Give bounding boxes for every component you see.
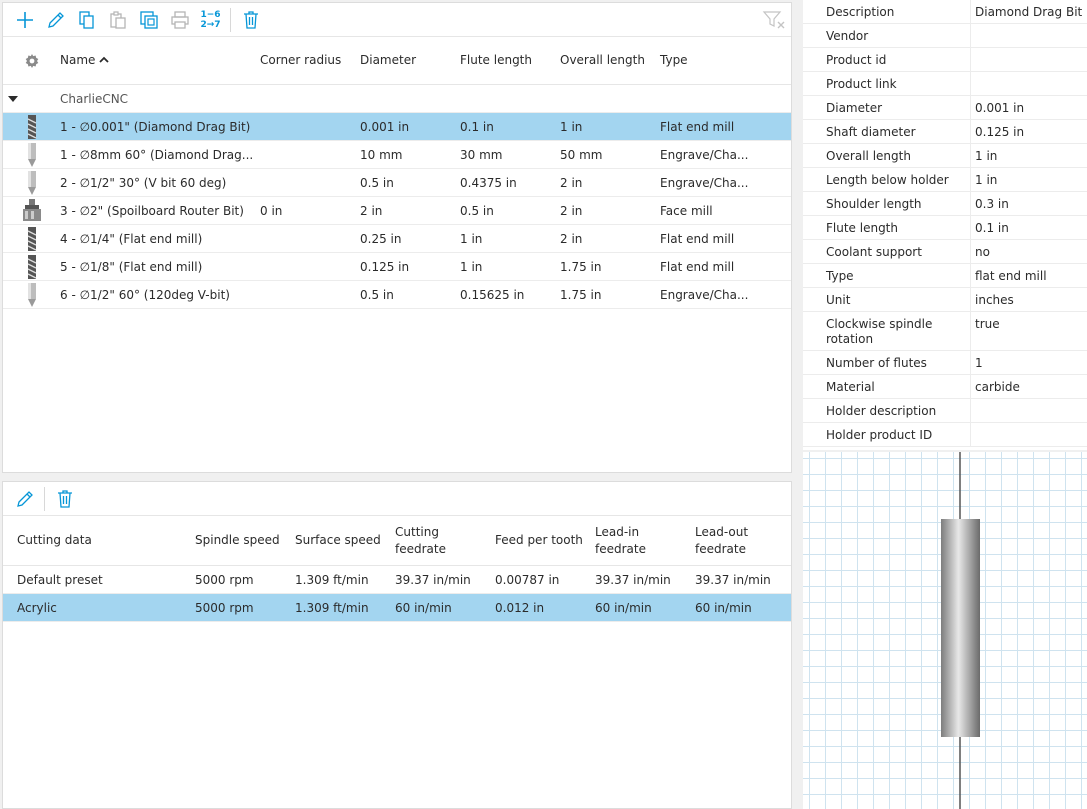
property-value: 0.3 in [975, 197, 1009, 211]
feed-per-tooth: 0.00787 in [495, 572, 560, 587]
header-cutting-feedrate-line2: feedrate [395, 541, 446, 556]
group-label: CharlieCNC [60, 91, 129, 106]
property-value: 1 in [975, 149, 998, 163]
tool-name: 3 - ∅2" (Spoilboard Router Bit) [60, 203, 244, 218]
property-row[interactable] [803, 288, 1087, 312]
tool-flute-length: 0.1 in [460, 119, 494, 134]
property-row[interactable] [803, 240, 1087, 264]
property-key: Description [803, 0, 971, 23]
feed-per-tooth: 0.012 in [495, 600, 545, 615]
tool-library-panel [2, 2, 792, 473]
property-key: Holder product ID [803, 423, 971, 446]
face-mill-icon [3, 199, 60, 223]
flat-mill-icon [3, 227, 60, 251]
tool-type: Engrave/Cha... [660, 175, 749, 190]
tool-flute-length: 0.15625 in [460, 287, 525, 302]
tool-corner-radius: 0 in [260, 203, 283, 218]
tool-type: Face mill [660, 203, 713, 218]
property-key: Material [803, 375, 971, 398]
tool-name: 4 - ∅1/4" (Flat end mill) [60, 231, 203, 246]
tool-flute-length: 1 in [460, 231, 483, 246]
property-key: Type [803, 264, 971, 287]
flat-mill-icon [3, 115, 60, 139]
tool-diameter: 0.125 in [360, 259, 410, 274]
table-row[interactable] [3, 281, 791, 309]
header-cutting-feedrate[interactable] [395, 524, 495, 558]
property-row[interactable] [803, 24, 1087, 48]
surface-speed: 1.309 ft/min [295, 572, 369, 587]
header-corner-radius[interactable]: Corner radius [260, 53, 342, 67]
header-spindle-speed[interactable]: Spindle speed [195, 533, 280, 547]
collapse-icon[interactable] [3, 92, 60, 106]
header-name-label: Name [60, 53, 96, 67]
table-row[interactable] [3, 113, 791, 141]
property-value: 0.1 in [975, 221, 1009, 235]
header-cutting-feedrate-line1: Cutting [395, 524, 439, 539]
cutting-data-panel [2, 481, 792, 809]
property-key: Length below holder [803, 168, 971, 191]
table-row[interactable] [3, 169, 791, 197]
table-row[interactable] [3, 594, 791, 622]
property-value: 0.125 in [975, 125, 1025, 139]
table-row[interactable] [3, 225, 791, 253]
header-diameter[interactable]: Diameter [360, 53, 417, 67]
column-settings-icon[interactable] [3, 53, 60, 69]
property-row[interactable] [803, 264, 1087, 288]
engrave-icon [3, 171, 60, 195]
tool-diameter: 10 mm [360, 147, 403, 162]
tool-overall-length: 50 mm [560, 147, 603, 162]
property-row[interactable] [803, 312, 1087, 351]
table-row[interactable] [3, 566, 791, 594]
delete-icon[interactable] [49, 484, 80, 514]
tool-preview-image [803, 452, 1087, 809]
cutting-feedrate: 60 in/min [395, 600, 452, 615]
tool-diameter: 0.001 in [360, 119, 410, 134]
tool-flute-length: 0.4375 in [460, 175, 517, 190]
renumber-icon[interactable] [195, 5, 226, 35]
tool-type: Flat end mill [660, 231, 735, 246]
header-feed-per-tooth[interactable]: Feed per tooth [495, 533, 583, 547]
property-row[interactable] [803, 192, 1087, 216]
property-row[interactable] [803, 375, 1087, 399]
tool-type: Engrave/Cha... [660, 287, 749, 302]
property-key: Vendor [803, 24, 971, 47]
delete-icon[interactable] [235, 5, 266, 35]
tool-overall-length: 1 in [560, 119, 583, 134]
header-leadin-line1: Lead-in [595, 524, 640, 539]
add-icon[interactable] [9, 5, 40, 35]
header-leadin-feedrate[interactable] [595, 524, 695, 558]
property-key: Product link [803, 72, 971, 95]
header-leadout-line2: feedrate [695, 541, 746, 556]
spindle-speed: 5000 rpm [195, 600, 254, 615]
sort-ascending-icon [99, 53, 109, 67]
tool-overall-length: 1.75 in [560, 287, 602, 302]
tool-diameter: 0.5 in [360, 175, 394, 190]
leadout-feedrate: 60 in/min [695, 600, 752, 615]
property-value [971, 399, 1087, 422]
table-row[interactable] [3, 197, 791, 225]
header-cutting-data[interactable]: Cutting data [17, 533, 92, 547]
tools-table-body [3, 113, 791, 309]
property-row[interactable] [803, 399, 1087, 423]
surface-speed: 1.309 ft/min [295, 600, 369, 615]
properties-list [803, 0, 1087, 447]
header-overall-length[interactable]: Overall length [560, 53, 645, 67]
renumber-bottom: 2→7 [200, 19, 221, 30]
property-value: 1 in [975, 173, 998, 187]
engrave-icon [3, 283, 60, 307]
flat-mill-icon [3, 255, 60, 279]
tool-flute-length: 1 in [460, 259, 483, 274]
copy-icon[interactable] [71, 5, 102, 35]
tool-overall-length: 1.75 in [560, 259, 602, 274]
header-leadout-line1: Lead-out [695, 524, 749, 539]
header-type[interactable]: Type [660, 53, 688, 67]
header-leadin-line2: feedrate [595, 541, 646, 556]
tool-name: 1 - ∅8mm 60° (Diamond Drag... [60, 147, 254, 162]
property-row[interactable] [803, 48, 1087, 72]
property-row[interactable] [803, 216, 1087, 240]
tool-type: Flat end mill [660, 259, 735, 274]
cutting-table-header [3, 516, 791, 566]
group-row[interactable] [3, 85, 791, 113]
property-key: Overall length [803, 144, 971, 167]
cutting-feedrate: 39.37 in/min [395, 572, 471, 587]
tool-overall-length: 2 in [560, 203, 583, 218]
property-key: Number of flutes [803, 351, 971, 374]
tool-flute-length: 30 mm [460, 147, 503, 162]
property-value: no [975, 245, 990, 259]
property-value [971, 24, 1087, 47]
tool-overall-length: 2 in [560, 231, 583, 246]
header-flute-length[interactable]: Flute length [460, 53, 532, 67]
tools-table-header [3, 37, 791, 85]
header-name[interactable] [60, 52, 260, 69]
property-key: Diameter [803, 96, 971, 119]
tool-name: 2 - ∅1/2" 30° (V bit 60 deg) [60, 175, 227, 190]
table-row[interactable] [3, 141, 791, 169]
cutting-table-body [3, 566, 791, 622]
property-key: Holder description [803, 399, 971, 422]
property-value: carbide [975, 380, 1020, 394]
property-key: Clockwise spindle rotation [803, 312, 971, 350]
cutting-toolbar [3, 482, 791, 516]
tool-name: 5 - ∅1/8" (Flat end mill) [60, 259, 203, 274]
tool-name: 1 - ∅0.001" (Diamond Drag Bit) [60, 119, 251, 134]
tool-diameter: 0.5 in [360, 287, 394, 302]
preset-name: Default preset [17, 572, 103, 587]
print-icon[interactable] [164, 5, 195, 35]
edit-icon[interactable] [9, 484, 40, 514]
property-row[interactable] [803, 423, 1087, 447]
duplicate-icon[interactable] [133, 5, 164, 35]
leadin-feedrate: 60 in/min [595, 600, 652, 615]
header-leadout-feedrate[interactable] [695, 524, 785, 558]
property-value: flat end mill [975, 269, 1047, 283]
property-key: Shaft diameter [803, 120, 971, 143]
property-value: 0.001 in [975, 101, 1025, 115]
preset-name: Acrylic [17, 600, 57, 615]
header-surface-speed[interactable]: Surface speed [295, 533, 381, 547]
tool-name: 6 - ∅1/2" 60° (120deg V-bit) [60, 287, 230, 302]
property-key: Unit [803, 288, 971, 311]
toolbar-separator [44, 487, 45, 511]
toolbar-separator [230, 8, 231, 32]
tool-diameter: 0.25 in [360, 231, 402, 246]
property-value: 1 [975, 356, 983, 370]
tool-type: Flat end mill [660, 119, 735, 134]
property-row[interactable] [803, 351, 1087, 375]
property-value: inches [975, 293, 1014, 307]
tool-type: Engrave/Cha... [660, 147, 749, 162]
spindle-speed: 5000 rpm [195, 572, 254, 587]
property-key: Coolant support [803, 240, 971, 263]
property-row[interactable] [803, 120, 1087, 144]
property-row[interactable] [803, 0, 1087, 24]
property-row[interactable] [803, 168, 1087, 192]
property-value [971, 48, 1087, 71]
property-value [971, 72, 1087, 95]
table-row[interactable] [3, 253, 791, 281]
leadout-feedrate: 39.37 in/min [695, 572, 771, 587]
tool-overall-length: 2 in [560, 175, 583, 190]
tool-preview-panel[interactable] [803, 452, 1087, 809]
property-key: Shoulder length [803, 192, 971, 215]
renumber-top: 1−6 [200, 9, 221, 20]
properties-panel [803, 0, 1087, 450]
property-key: Product id [803, 48, 971, 71]
property-row[interactable] [803, 144, 1087, 168]
property-value [971, 423, 1087, 446]
filter-clear-icon[interactable] [761, 7, 787, 33]
property-row[interactable] [803, 96, 1087, 120]
property-value: Diamond Drag Bit [975, 5, 1083, 19]
tool-diameter: 2 in [360, 203, 383, 218]
paste-icon[interactable] [102, 5, 133, 35]
engrave-icon [3, 143, 60, 167]
property-key: Flute length [803, 216, 971, 239]
tool-toolbar [3, 3, 791, 37]
tool-flute-length: 0.5 in [460, 203, 494, 218]
property-row[interactable] [803, 72, 1087, 96]
property-value: true [975, 317, 1000, 331]
leadin-feedrate: 39.37 in/min [595, 572, 671, 587]
edit-icon[interactable] [40, 5, 71, 35]
